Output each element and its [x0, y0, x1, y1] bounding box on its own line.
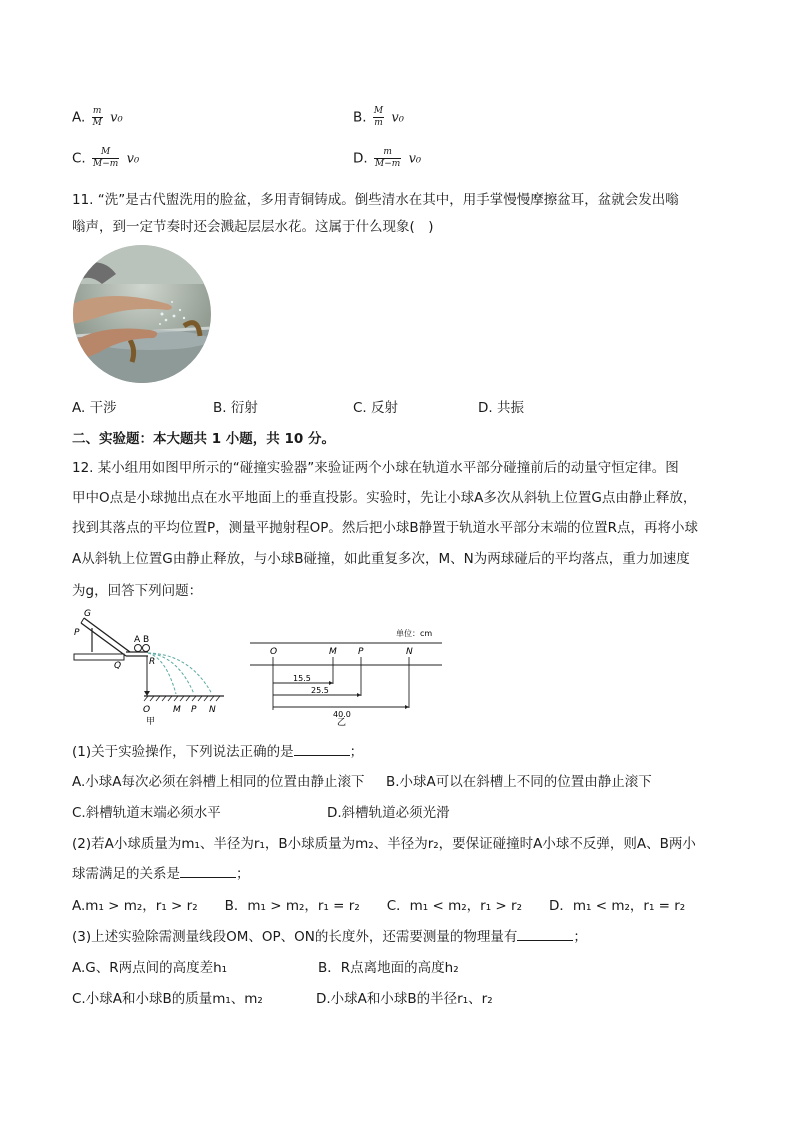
figure-yi [246, 624, 446, 726]
yi-dim-om: 15.5 [293, 674, 311, 683]
q10-option-d-fraction [374, 147, 401, 170]
q12-sub2-line2 [72, 862, 250, 882]
q10-option-b-fraction [373, 106, 384, 129]
q10-option-c-tail: v₀ [126, 151, 140, 167]
q10-option-d-letter: D. [353, 150, 368, 167]
q12-stem-line2: 甲中O点是小球抛出点在水平地面上的垂直投影。实验时，先让小球A多次从斜轨上位置G点由静止释放， [72, 490, 697, 506]
q12-sub3-option-d: D.小球A和小球B的半径r₁、r₂ [316, 991, 493, 1007]
yi-dim-op: 25.5 [311, 686, 329, 695]
q12-stem-line5: 为g，回答下列问题： [72, 583, 203, 599]
q10-option-a-fraction [92, 106, 103, 129]
q12-stem-line4: A从斜轨上位置G由静止释放，与小球B碰撞，如此重复多次，M、N为两球碰后的平均落点，重力加速度 [72, 551, 690, 567]
q12-sub3-stem-text: (3)上述实验除需测量线段OM、OP、ON的长度外，还需要测量的物理量有 [72, 929, 518, 945]
q12-sub3-semicolon: ； [573, 929, 587, 945]
q10-option-a-num: m [92, 106, 102, 116]
q10-option-a-den: M [92, 118, 102, 128]
q12-sub1-option-a: A.小球A每次必须在斜槽上相同的位置由静止滚下 [72, 774, 365, 790]
q12-sub2-line2-text: 球需满足的关系是 [72, 866, 180, 882]
q10-option-d-tail: v₀ [408, 151, 422, 167]
section-header-experiment: 二、实验题：本大题共 1 小题，共 10 分。 [72, 431, 335, 447]
q12-sub3-stem [72, 925, 587, 945]
q11-stem-line2: 嗡声，到一定节奏时还会溅起层层水花。这属于什么现象( ) [72, 219, 434, 235]
jia-label-b: B [143, 635, 150, 645]
q10-option-b-tail: v₀ [391, 110, 404, 126]
q11-option-a: A. 干涉 [72, 400, 117, 416]
yi-point-m: M [329, 647, 337, 657]
jia-ground-p: P [191, 705, 197, 715]
q10-option-c-num: M [101, 147, 111, 157]
q10-option-d-num: m [383, 147, 392, 157]
q10-option-b-num: M [373, 106, 384, 116]
q10-option-c [72, 147, 139, 170]
q12-sub3-answer-blank[interactable] [517, 928, 573, 941]
q12-sub3-option-b: B．R点离地面的高度h₂ [318, 960, 459, 976]
q10-option-c-letter: C. [72, 150, 86, 167]
landing-points-ruler-diagram [246, 624, 446, 726]
q10-option-c-den: M−m [93, 159, 119, 169]
yi-caption: 乙 [337, 718, 347, 726]
collision-apparatus-diagram [70, 606, 230, 726]
q12-sub2-answer-blank[interactable] [180, 865, 236, 878]
yi-dim-on: 40.0 [333, 710, 351, 719]
q10-option-b-letter: B. [353, 109, 367, 126]
q12-sub1-option-b: B.小球A可以在斜槽上不同的位置由静止滚下 [386, 774, 652, 790]
q12-sub3-option-c: C.小球A和小球B的质量m₁、m₂ [72, 991, 263, 1007]
jia-ground-m: M [173, 705, 181, 715]
q12-sub1-stem [72, 740, 363, 760]
q11-option-c: C. 反射 [353, 400, 399, 416]
q12-stem-line3: 找到其落点的平均位置P，测量平抛射程OP。然后把小球B静置于轨道水平部分末端的位置R点，再将小球 [72, 520, 699, 536]
q10-option-a [72, 106, 123, 129]
yi-point-p: P [358, 647, 364, 657]
q12-stem-line1: 12. 某小组用如图甲所示的“碰撞实验器”来验证两个小球在轨道水平部分碰撞前后的动量守恒定律。图 [72, 460, 679, 476]
yi-unit: 单位：cm [396, 629, 433, 638]
jia-label-a: A [134, 635, 141, 645]
q12-sub1-answer-blank[interactable] [294, 743, 350, 756]
q11-stem-line1: 11. “洗”是古代盥洗用的脸盆，多用青铜铸成。倒些清水在其中，用手掌慢慢摩擦盆耳，盆就会发出嗡 [72, 192, 679, 208]
q10-option-a-letter: A. [72, 109, 86, 126]
q12-sub2-options: A.m₁ > m₂，r₁ > r₂ B．m₁ > m₂，r₁ = r₂ C．m₁ < m₂，r₁ > r₂ D．m₁ < m₂，r₁ = r₂ [72, 898, 686, 914]
q11-photo [72, 244, 212, 384]
jia-caption: 甲 [146, 717, 156, 726]
jia-label-r: R [149, 657, 156, 667]
yi-point-o: O [270, 647, 278, 657]
q10-option-b-den: m [374, 118, 383, 128]
q10-option-b [353, 106, 404, 129]
q12-sub1-option-c: C.斜槽轨道末端必须水平 [72, 805, 221, 821]
jia-label-p: P [74, 628, 80, 638]
q10-option-d-den: M−m [374, 159, 401, 169]
jia-ground-o: O [143, 705, 151, 715]
basin-hands-image [72, 244, 212, 384]
q10-option-c-fraction [92, 147, 119, 170]
q12-sub2-semicolon: ； [236, 866, 250, 882]
jia-label-g: G [84, 609, 91, 619]
q11-option-d: D. 共振 [478, 400, 524, 416]
q12-sub3-option-a: A.G、R两点间的高度差h₁ [72, 960, 228, 976]
q11-option-b: B. 衍射 [213, 400, 258, 416]
q10-option-d [353, 147, 421, 170]
yi-point-n: N [406, 647, 413, 657]
q12-sub2-line1: (2)若A小球质量为m₁、半径为r₁，B小球质量为m₂、半径为r₂，要保证碰撞时A小球不反弹，则A、B两小 [72, 836, 696, 852]
q12-sub1-option-d: D.斜槽轨道必须光滑 [327, 805, 450, 821]
figure-jia [70, 606, 230, 726]
q12-sub1-semicolon: ； [349, 744, 364, 760]
jia-label-q: Q [114, 661, 122, 671]
q10-option-a-tail: v₀ [110, 110, 123, 126]
jia-ground-n: N [209, 705, 216, 715]
q12-sub1-stem-text: (1)关于实验操作，下列说法正确的是 [72, 744, 294, 760]
